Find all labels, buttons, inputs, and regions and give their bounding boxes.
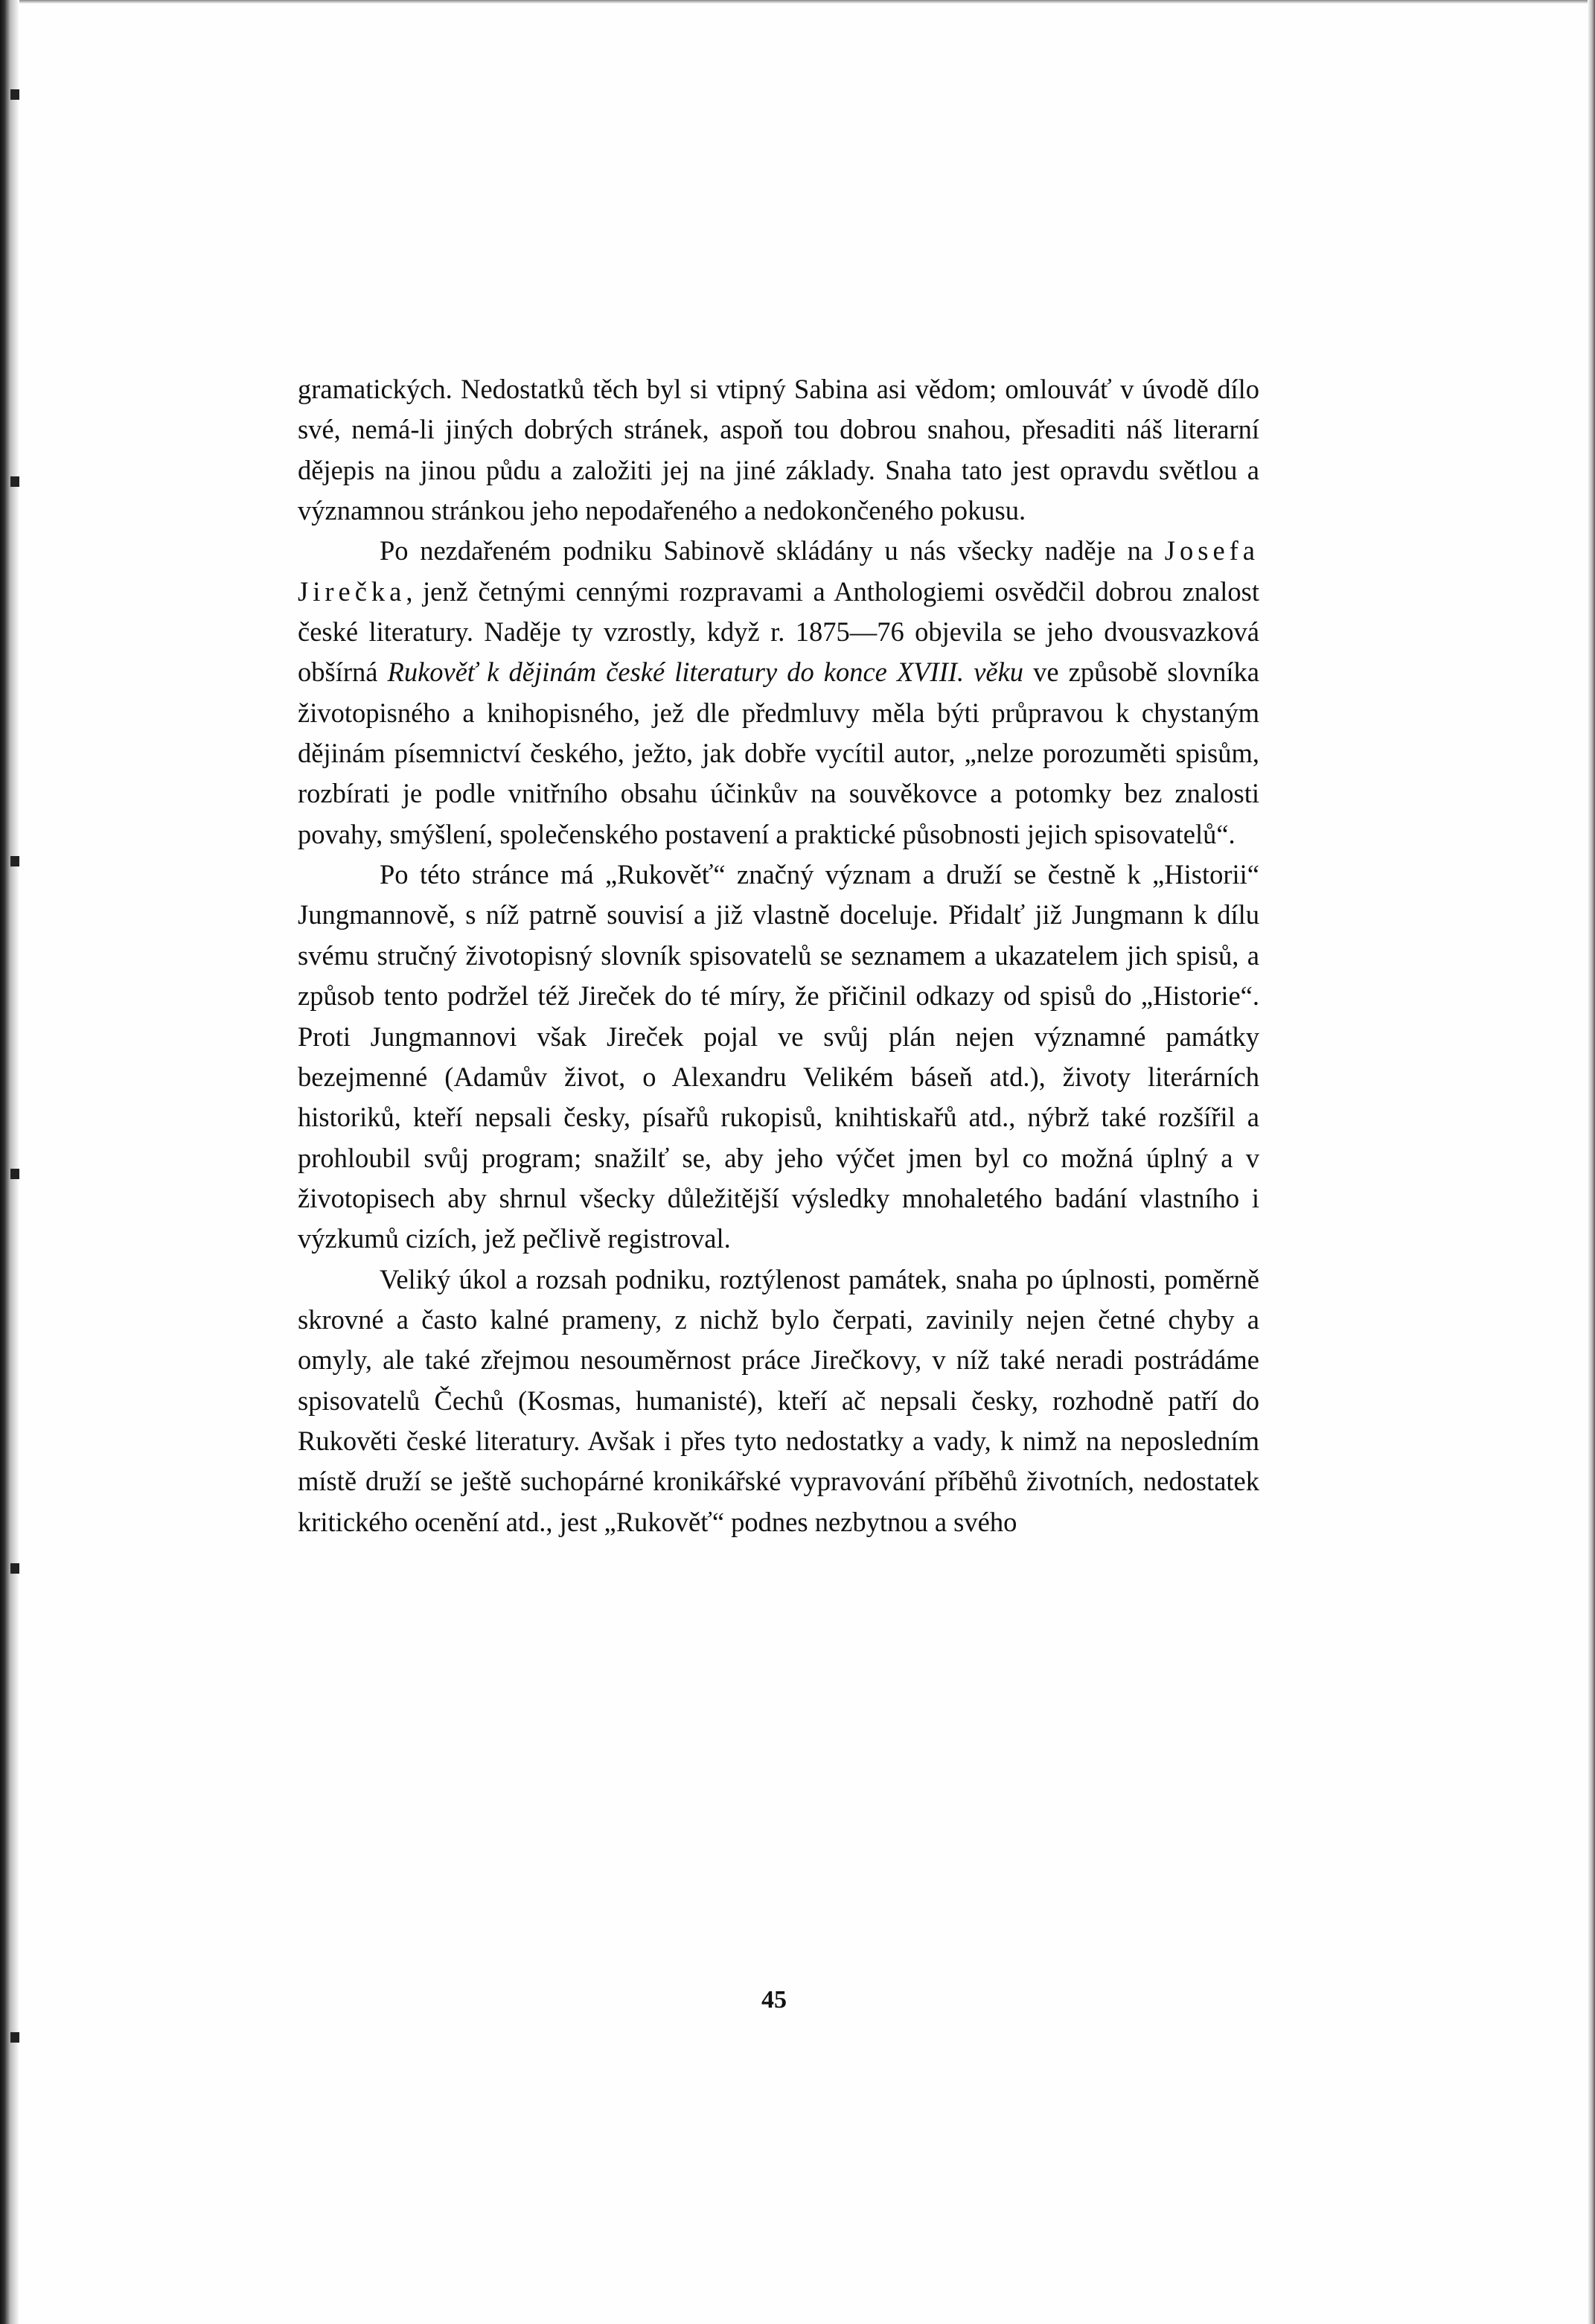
page-number: 45 [761, 1986, 787, 2014]
paragraph-text: Po nezdařeném podniku Sabinově skládány u nás všecky naděje na [380, 535, 1165, 566]
binding-mark [10, 89, 19, 100]
paragraph-3 [298, 855, 1259, 1259]
scan-edge-left [0, 0, 19, 2324]
paragraph-1 [298, 369, 1259, 531]
body-text [298, 369, 1259, 1542]
paragraph-text: Veliký úkol a rozsah podniku, roztýlenost památek, snaha po úplnosti, poměrně skrovné a často kalné prameny, z nichž bylo čerpati, zavinily nejen četné chyby a omyly, ale také zřejmou nesouměrnost práce Jirečkovy, v níž také neradi postrádáme spisovatelů Čechů (Kosmas, humanisté), kteří ač nepsali česky, rozhodně patří do Rukověti české literatury. Avšak i přes tyto nedostatky a vady, k nimž na neposledním místě druží se ještě suchopárné kronikářské vypravování příběhů životních, nedostatek kritického ocenění atd., jest „Rukověť“ podnes nezbytnou a svého [298, 1263, 1259, 1537]
binding-mark [10, 1169, 19, 1179]
binding-mark [10, 476, 19, 487]
paragraph-4 [298, 1260, 1259, 1542]
binding-mark [10, 1563, 19, 1574]
scan-edge-right [1588, 0, 1595, 2324]
paragraph-text: gramatických. Nedostatků těch byl si vtipný Sabina asi vědom; omlouváť v úvodě dílo své, nemá-li jiných dobrých stránek, aspoň tou dobrou snahou, přesaditi náš literarní dějepis na jinou půdu a založiti jej na jiné základy. Snaha tato jest opravdu světlou a významnou stránkou jeho nepodařeného a nedokončeného pokusu. [298, 374, 1259, 526]
binding-mark [10, 856, 19, 866]
paragraph-text: ve způsobě slovníka životopisného a knihopisného, jež dle předmluvy měla býti průpravou k chystaným dějinám písemnictví českého, ježto, jak dobře vycítil autor, „nelze porozuměti spisům, rozbírati je podle vnitřního obsahu účinkův na souvěkovce a potomky bez znalosti povahy, smýšlení, společenského postavení a praktické působnosti jejich spisovatelů“. [298, 657, 1260, 849]
paragraph-2 [298, 531, 1259, 855]
binding-mark [10, 2032, 19, 2043]
scan-edge-top [0, 0, 1595, 4]
paragraph-text: , jenž četnými cennými rozpravami a Anthologiemi osvědčil dobrou znalost české literatury. Naděje ty vzrostly, když r. 1875—76 objevila se jeho dvousvazková obšírná [298, 575, 1259, 688]
paragraph-text: Po této stránce má „Rukověť“ značný význam a druží se čestně k „Historii“ Jungmannově, s níž patrně souvisí a již vlastně doceluje. Přidalť již Jungmann k dílu svému stručný životopisný slovník spisovatelů se seznamem a ukazatelem jich spisů, a způsob tento podržel též Jireček do té míry, že přičinil odkazy od spisů do „Historie“. Proti Jungmannovi však Jireček pojal ve svůj plán nejen významné památky bezejmenné (Adamův život, o Alexandru Velikém báseň atd.), životy literárních historiků, kteří nepsali česky, písařů rukopisů, knihtiskařů atd., nýbrž také rozšířil a prohloubil svůj program; snažilť se, aby jeho výčet jmen byl co možná úplný a v životopisech aby shrnul všecky důležitější výsledky mnohaletého badání vlastního i výzkumů cizích, jež pečlivě registroval. [298, 859, 1259, 1254]
book-title: Rukověť k dějinám české literatury do konce XVIII. věku [387, 657, 1024, 688]
author-name: Josefa Jirečka [298, 535, 1259, 607]
